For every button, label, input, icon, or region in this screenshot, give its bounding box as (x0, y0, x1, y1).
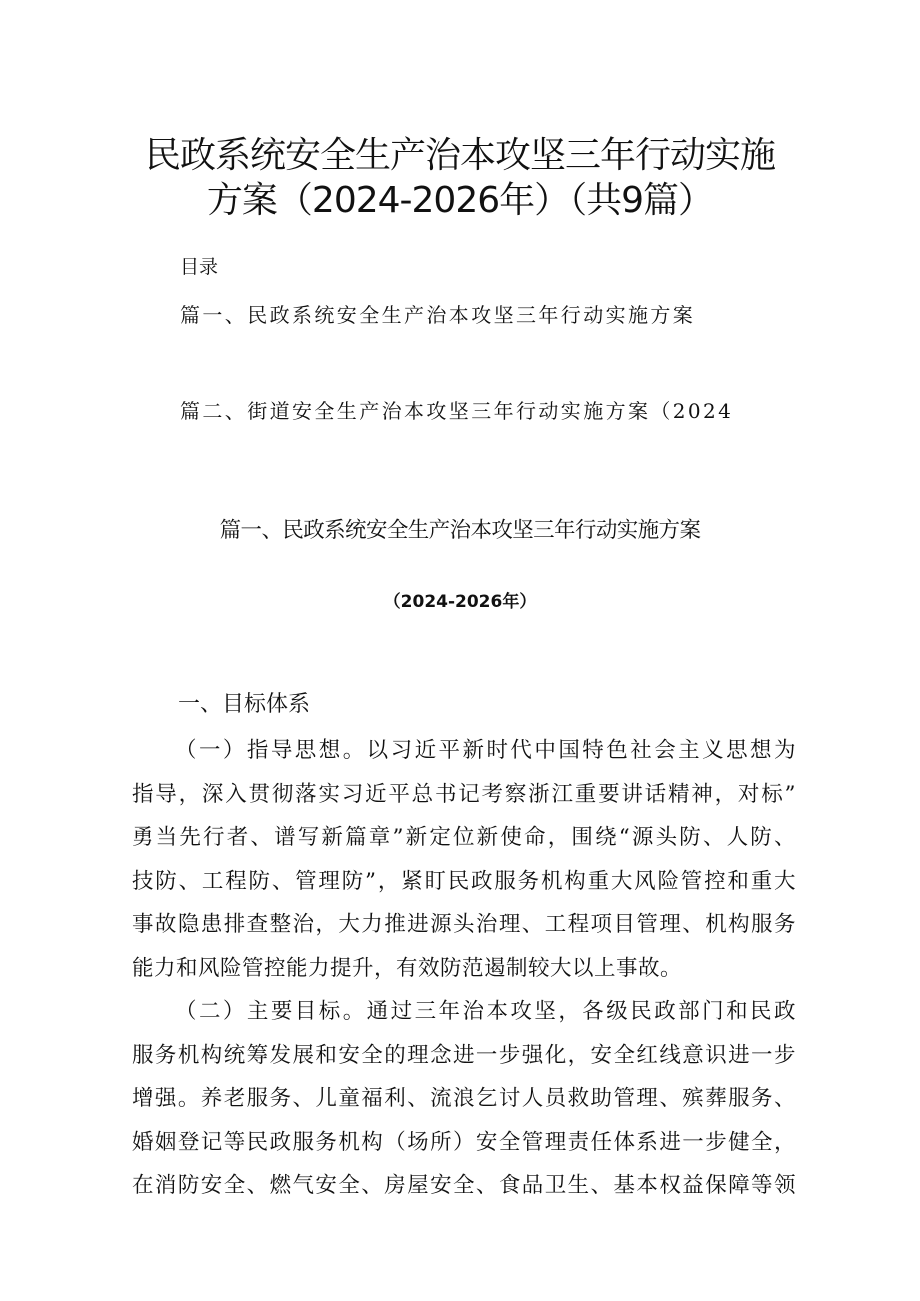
toc-heading: 目录 (180, 256, 219, 278)
paragraph-guiding-ideology (132, 729, 796, 991)
paragraph-line: 技防、工程防、管理防”，紧盯民政服务机构重大风险管控和重大 (132, 868, 796, 894)
paragraph-line: 指导，深入贯彻落实习近平总书记考察浙江重要讲话精神，对标” (132, 781, 796, 807)
toc-item-2[interactable]: 篇二、街道安全生产治本攻坚三年行动实施方案（2024 (180, 399, 734, 423)
paragraph-line: （一）指导思想。以习近平新时代中国特色社会主义思想为 (175, 738, 796, 763)
paragraph-line: 事故隐患排查整治，大力推进源头治理、工程项目管理、机构服务 (132, 912, 796, 938)
paragraph-line: 婚姻登记等民政服务机构（场所）安全管理责任体系进一步健全， (132, 1129, 796, 1155)
paragraph-line: 增强。养老服务、儿童福利、流浪乞讨人员救助管理、殡葬服务、 (132, 1086, 796, 1112)
paragraph-line: 勇当先行者、谱写新篇章”新定位新使命，围绕“源头防、人防、 (132, 825, 796, 851)
section-subtitle: （2024-2026年） (383, 592, 537, 612)
document-title-line-2: 方案（2024-2026年）（共9篇） (206, 180, 714, 221)
paragraph-line: 服务机构统筹发展和安全的理念进一步强化，安全红线意识进一步 (132, 1042, 796, 1068)
document-title-line-1: 民政系统安全生产治本攻坚三年行动实施 (144, 135, 775, 176)
paragraph-line: 在消防安全、燃气安全、房屋安全、食品卫生、基本权益保障等领 (132, 1173, 796, 1199)
paragraph-main-goals (132, 990, 796, 1208)
toc-item-1[interactable]: 篇一、民政系统安全生产治本攻坚三年行动实施方案 (180, 303, 696, 327)
paragraph-line: 能力和风险管控能力提升，有效防范遏制较大以上事故。 (132, 955, 683, 981)
paragraph-line: （二）主要目标。通过三年治本攻坚，各级民政部门和民政 (175, 999, 796, 1024)
section-title: 篇一、民政系统安全生产治本攻坚三年行动实施方案 (219, 518, 701, 543)
section-heading-goals: 一、目标体系 (178, 692, 311, 717)
